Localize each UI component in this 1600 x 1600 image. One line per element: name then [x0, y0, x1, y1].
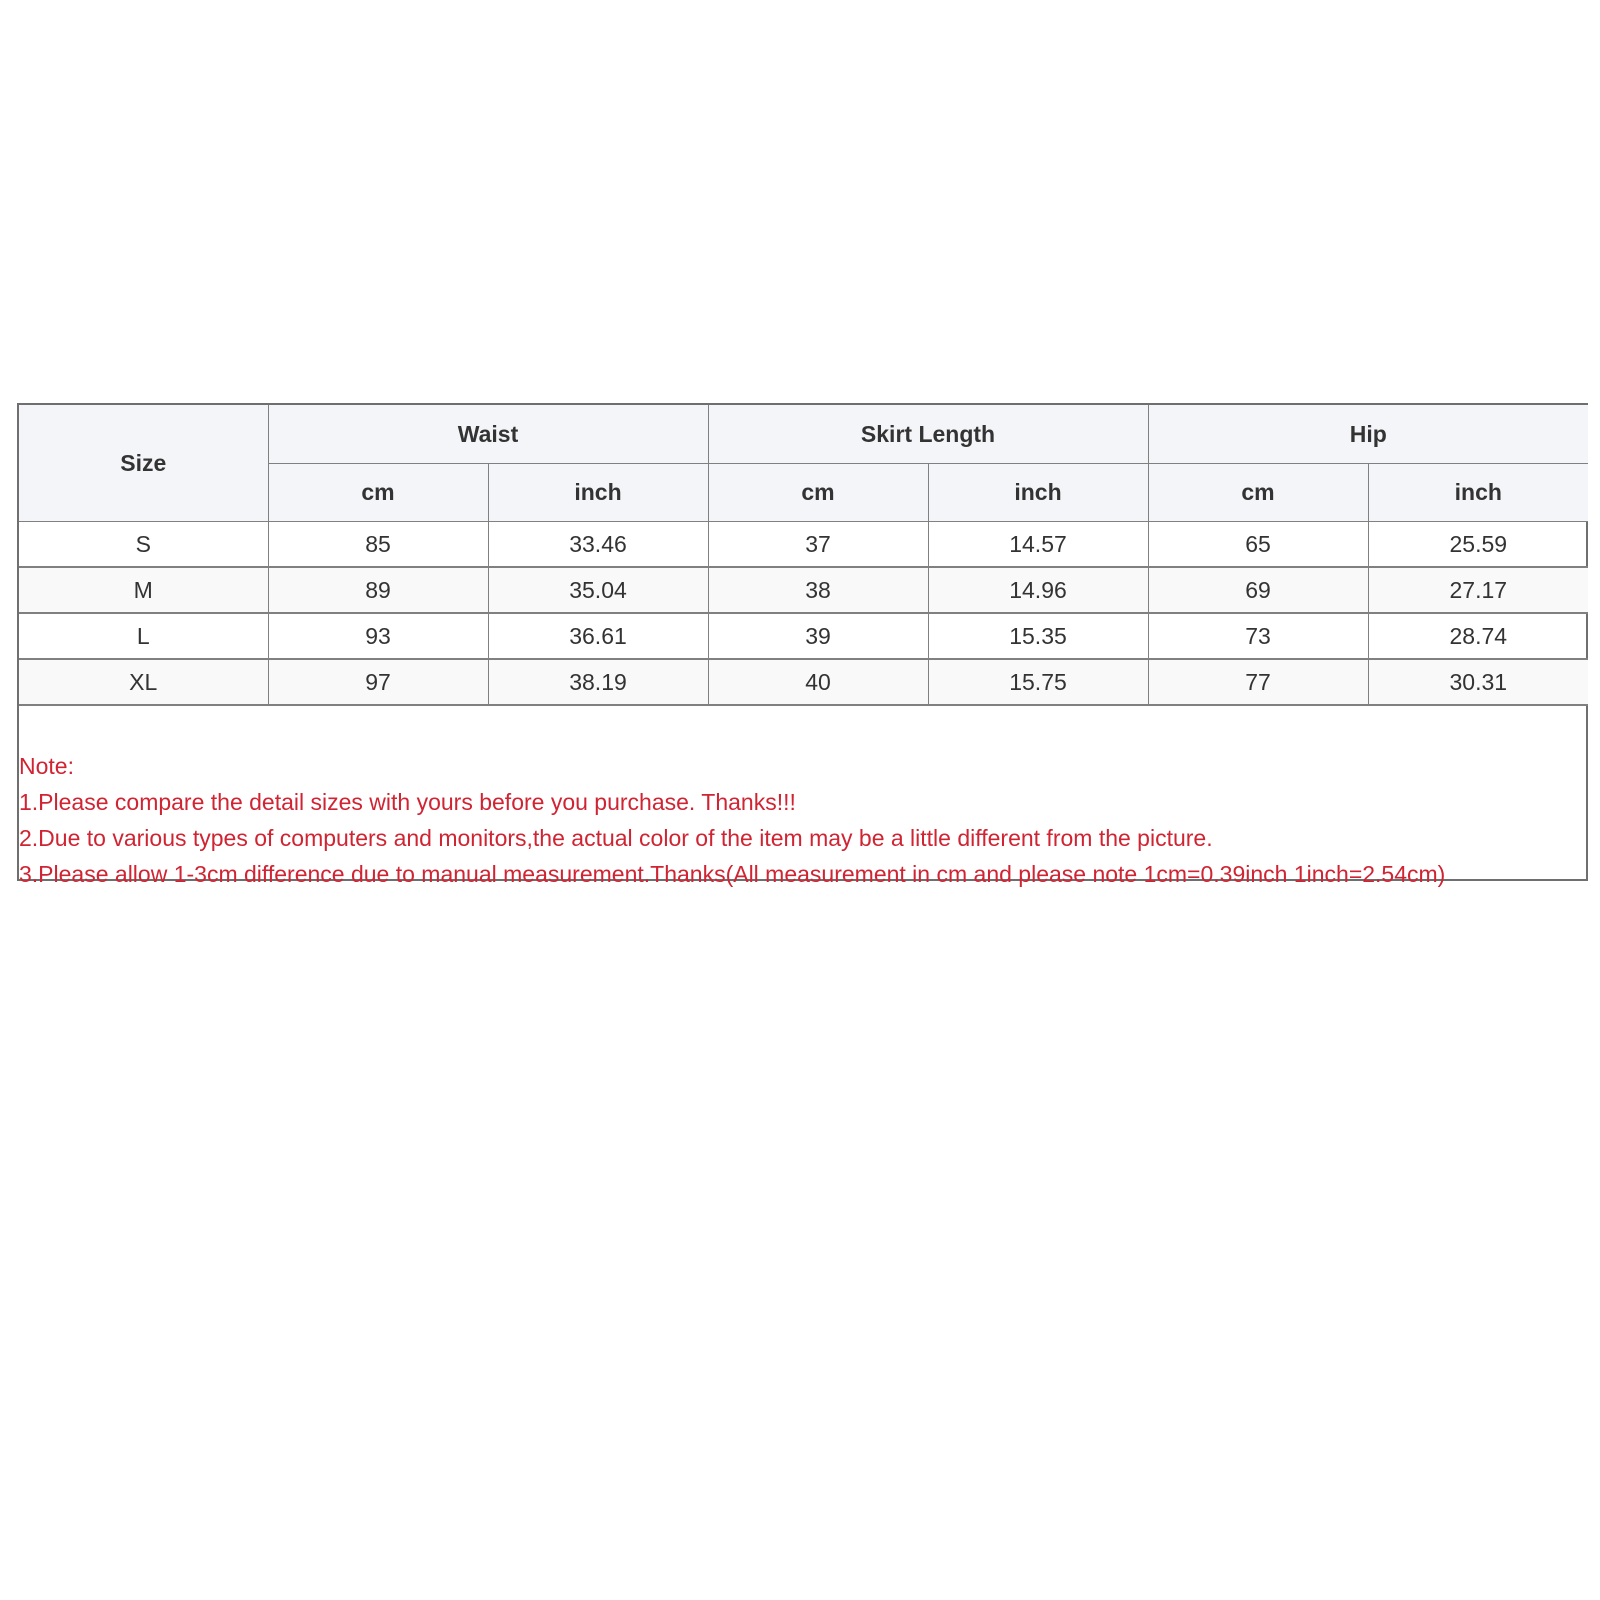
size-table [19, 405, 1588, 706]
waist-inch-cell: 38.19 [488, 659, 708, 705]
skirt-length-inch-cell: 15.35 [928, 613, 1148, 659]
hip-cm-cell: 73 [1148, 613, 1368, 659]
skirt-length-cm-header: cm [708, 464, 928, 522]
waist-inch-cell: 33.46 [488, 522, 708, 568]
table-row [19, 522, 1588, 568]
hip-inch-cell: 28.74 [1368, 613, 1588, 659]
hip-inch-header: inch [1368, 464, 1588, 522]
hip-inch-cell: 25.59 [1368, 522, 1588, 568]
skirt-length-cm-cell: 40 [708, 659, 928, 705]
waist-cm-cell: 89 [268, 567, 488, 613]
size-cell: XL [19, 659, 268, 705]
size-header: Size [19, 405, 268, 522]
skirt-length-inch-cell: 15.75 [928, 659, 1148, 705]
skirt-length-cm-cell: 39 [708, 613, 928, 659]
skirt-length-inch-header: inch [928, 464, 1148, 522]
size-cell: S [19, 522, 268, 568]
table-row [19, 613, 1588, 659]
waist-cm-header: cm [268, 464, 488, 522]
waist-inch-cell: 36.61 [488, 613, 708, 659]
hip-cm-cell: 69 [1148, 567, 1368, 613]
skirt-length-cm-cell: 37 [708, 522, 928, 568]
size-cell: M [19, 567, 268, 613]
skirt-length-cm-cell: 38 [708, 567, 928, 613]
table-row [19, 567, 1588, 613]
hip-header: Hip [1148, 405, 1588, 464]
waist-inch-header: inch [488, 464, 708, 522]
hip-cm-header: cm [1148, 464, 1368, 522]
waist-cm-cell: 93 [268, 613, 488, 659]
hip-inch-cell: 27.17 [1368, 567, 1588, 613]
hip-inch-cell: 30.31 [1368, 659, 1588, 705]
hip-cm-cell: 65 [1148, 522, 1368, 568]
waist-cm-cell: 85 [268, 522, 488, 568]
header-row-groups [19, 405, 1588, 464]
skirt-length-inch-cell: 14.57 [928, 522, 1148, 568]
hip-cm-cell: 77 [1148, 659, 1368, 705]
notes-section [19, 706, 1586, 892]
note-title: Note: [19, 753, 74, 779]
size-cell: L [19, 613, 268, 659]
note-item: 3.Please allow 1-3cm difference due to manual measurement.Thanks(All measurement in cm and please note 1cm=0.39inch 1inch=2.54cm) [19, 861, 1446, 887]
note-item: 1.Please compare the detail sizes with yours before you purchase. Thanks!!! [19, 789, 796, 815]
note-item: 2.Due to various types of computers and monitors,the actual color of the item may be a little different from the picture. [19, 825, 1213, 851]
size-chart [17, 403, 1588, 887]
waist-cm-cell: 97 [268, 659, 488, 705]
table-row [19, 659, 1588, 705]
waist-header: Waist [268, 405, 708, 464]
skirt-length-header: Skirt Length [708, 405, 1148, 464]
waist-inch-cell: 35.04 [488, 567, 708, 613]
skirt-length-inch-cell: 14.96 [928, 567, 1148, 613]
